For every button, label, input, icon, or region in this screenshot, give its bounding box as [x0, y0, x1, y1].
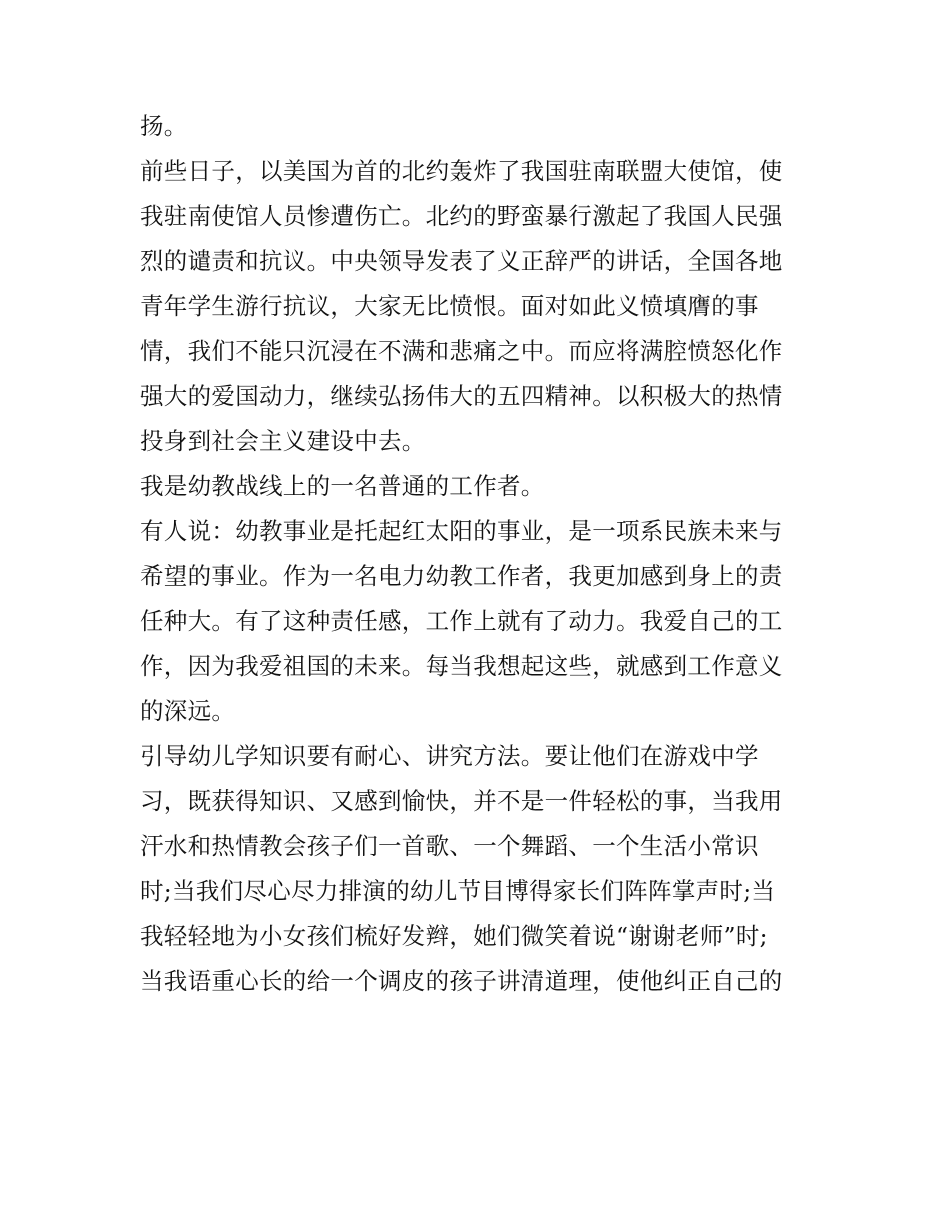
text-line: 情，我们不能只沉浸在不满和悲痛之中。而应将满腔愤怒化作	[140, 337, 783, 365]
text-line: 的深远。	[140, 697, 236, 725]
text-line: 习，既获得知识、又感到愉快，并不是一件轻松的事，当我用	[140, 787, 783, 815]
text-line: 引导幼儿学知识要有耐心、讲究方法。要让他们在游戏中学	[140, 742, 759, 770]
text-line: 作，因为我爱祖国的未来。每当我想起这些，就感到工作意义	[140, 652, 783, 680]
text-line: 烈的谴责和抗议。中央领导发表了义正辞严的讲话，全国各地	[140, 247, 783, 275]
text-line: 任种大。有了这种责任感，工作上就有了动力。我爱自己的工	[140, 607, 783, 635]
text-line: 青年学生游行抗议，大家无比愤恨。面对如此义愤填膺的事	[140, 292, 759, 320]
body-text	[140, 104, 812, 1004]
text-line: 扬。	[140, 112, 188, 140]
text-line: 时;当我们尽心尽力排演的幼儿节目博得家长们阵阵掌声时;当	[140, 877, 776, 905]
text-line: 我驻南使馆人员惨遭伤亡。北约的野蛮暴行激起了我国人民强	[140, 202, 783, 230]
text-line: 我是幼教战线上的一名普通的工作者。	[140, 472, 545, 500]
text-line: 希望的事业。作为一名电力幼教工作者，我更加感到身上的责	[140, 562, 783, 590]
text-line: 当我语重心长的给一个调皮的孩子讲清道理，使他纠正自己的	[140, 967, 783, 995]
text-line: 汗水和热情教会孩子们一首歌、一个舞蹈、一个生活小常识	[140, 832, 759, 860]
text-line: 我轻轻地为小女孩们梳好发辫，她们微笑着说“谢谢老师”时;	[140, 922, 768, 950]
text-line: 有人说：幼教事业是托起红太阳的事业，是一项系民族未来与	[140, 517, 783, 545]
text-line: 强大的爱国动力，继续弘扬伟大的五四精神。以积极大的热情	[140, 382, 783, 410]
text-line: 投身到社会主义建设中去。	[140, 427, 426, 455]
text-line: 前些日子，以美国为首的北约轰炸了我国驻南联盟大使馆，使	[140, 157, 783, 185]
